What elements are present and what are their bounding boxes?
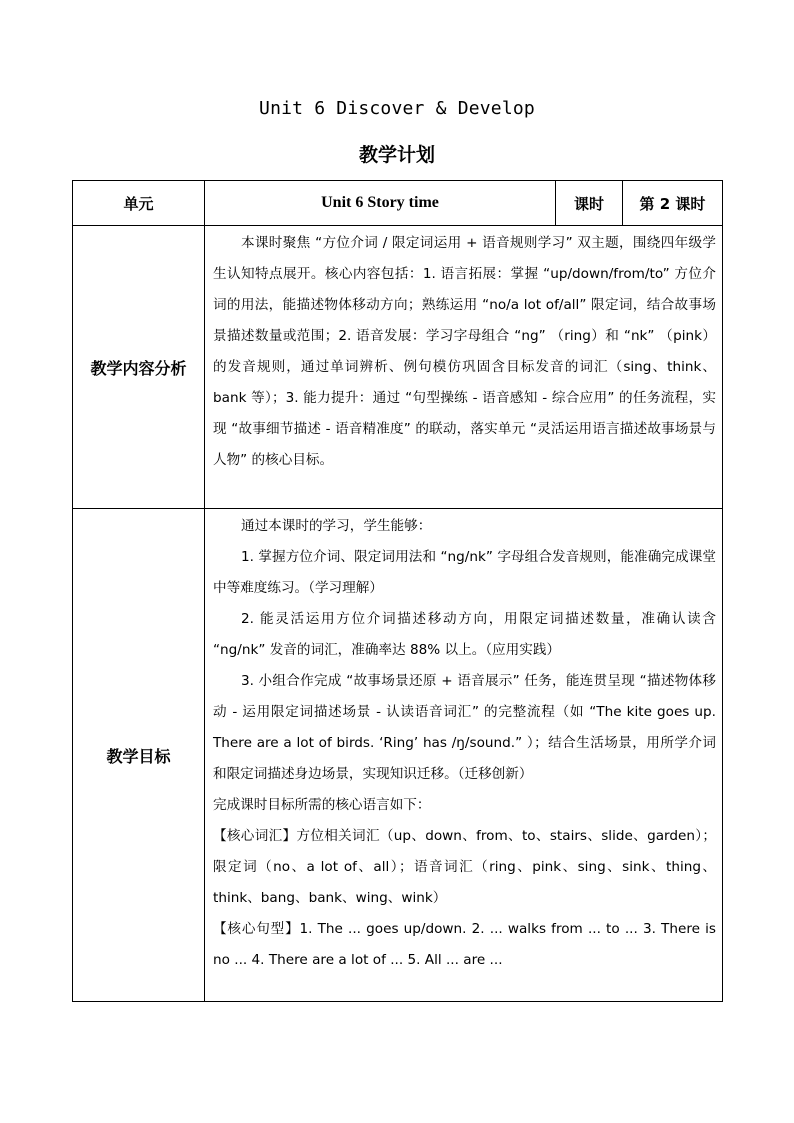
core-vocabulary: 【核心词汇】方位相关词汇（up、down、from、to、stairs、slide、garden）；限定词（no、a lot of、all）；语音词汇（ring、pink、sing、sink、thing、think、bang、bank、wing、wink） [213, 828, 716, 906]
core-sentence-patterns: 【核心句型】1. The ... goes up/down. 2. ... walks from ... to ... 3. There is no ... 4. There are a lot of ... 5. All ... are ... [213, 921, 716, 968]
period-value: 第 2 课时 [623, 181, 723, 226]
content-analysis-label: 教学内容分析 [73, 226, 205, 509]
table-row-unit [73, 181, 723, 226]
period-label: 课时 [556, 181, 623, 226]
content-analysis-cell [205, 226, 723, 509]
unit-value: Unit 6 Story time [205, 181, 556, 226]
table-row-objectives [73, 509, 723, 1002]
unit-label: 单元 [73, 181, 205, 226]
core-language-intro: 完成课时目标所需的核心语言如下： [213, 797, 431, 813]
objectives-cell [205, 509, 723, 1002]
document-title-english: Unit 6 Discover & Develop [259, 98, 535, 119]
table-row-content-analysis [73, 226, 723, 509]
content-analysis-text: 本课时聚焦 “方位介词 / 限定词运用 + 语音规则学习” 双主题，围绕四年级学生认知特点展开。核心内容包括：1. 语言拓展：掌握 “up/down/from/to” 方位介词的用法，能描述物体移动方向；熟练运用 “no/a lot of/all” 限定词，结合故事场景描述数量或范围；2. 语音发展：学习字母组合 “ng” （ring）和 “nk” （pink）的发音规则，通过单词辨析、例句模仿巩固含目标发音的词汇（sing、think、bank 等）；3. 能力提升：通过 “句型操练 - 语音感知 - 综合应用” 的任务流程，实现 “故事细节描述 - 语音精准度” 的联动，落实单元 “灵活运用语言描述故事场景与人物” 的核心目标。 [213, 235, 716, 468]
objective-item-3: 3. 小组合作完成 “故事场景还原 + 语音展示” 任务，能连贯呈现 “描述物体移动 - 运用限定词描述场景 - 认读语音词汇” 的完整流程（如 “The kite goes up. There are a lot of birds. ‘Ring’ has /ŋ/sound.” ）；结合生活场景，用所学介词和限定词描述身边场景，实现知识迁移。（迁移创新） [213, 673, 716, 782]
objective-item-1: 1. 掌握方位介词、限定词用法和 “ng/nk” 字母组合发音规则，能准确完成课堂中等难度练习。（学习理解） [213, 549, 716, 596]
objectives-label: 教学目标 [73, 509, 205, 1002]
document-title-chinese: 教学计划 [358, 144, 435, 166]
lesson-plan-table [72, 180, 723, 1002]
objectives-intro: 通过本课时的学习，学生能够： [241, 518, 432, 534]
objective-item-2: 2. 能灵活运用方位介词描述移动方向，用限定词描述数量，准确认读含 “ng/nk” 发音的词汇，准确率达 88% 以上。（应用实践） [213, 611, 716, 658]
